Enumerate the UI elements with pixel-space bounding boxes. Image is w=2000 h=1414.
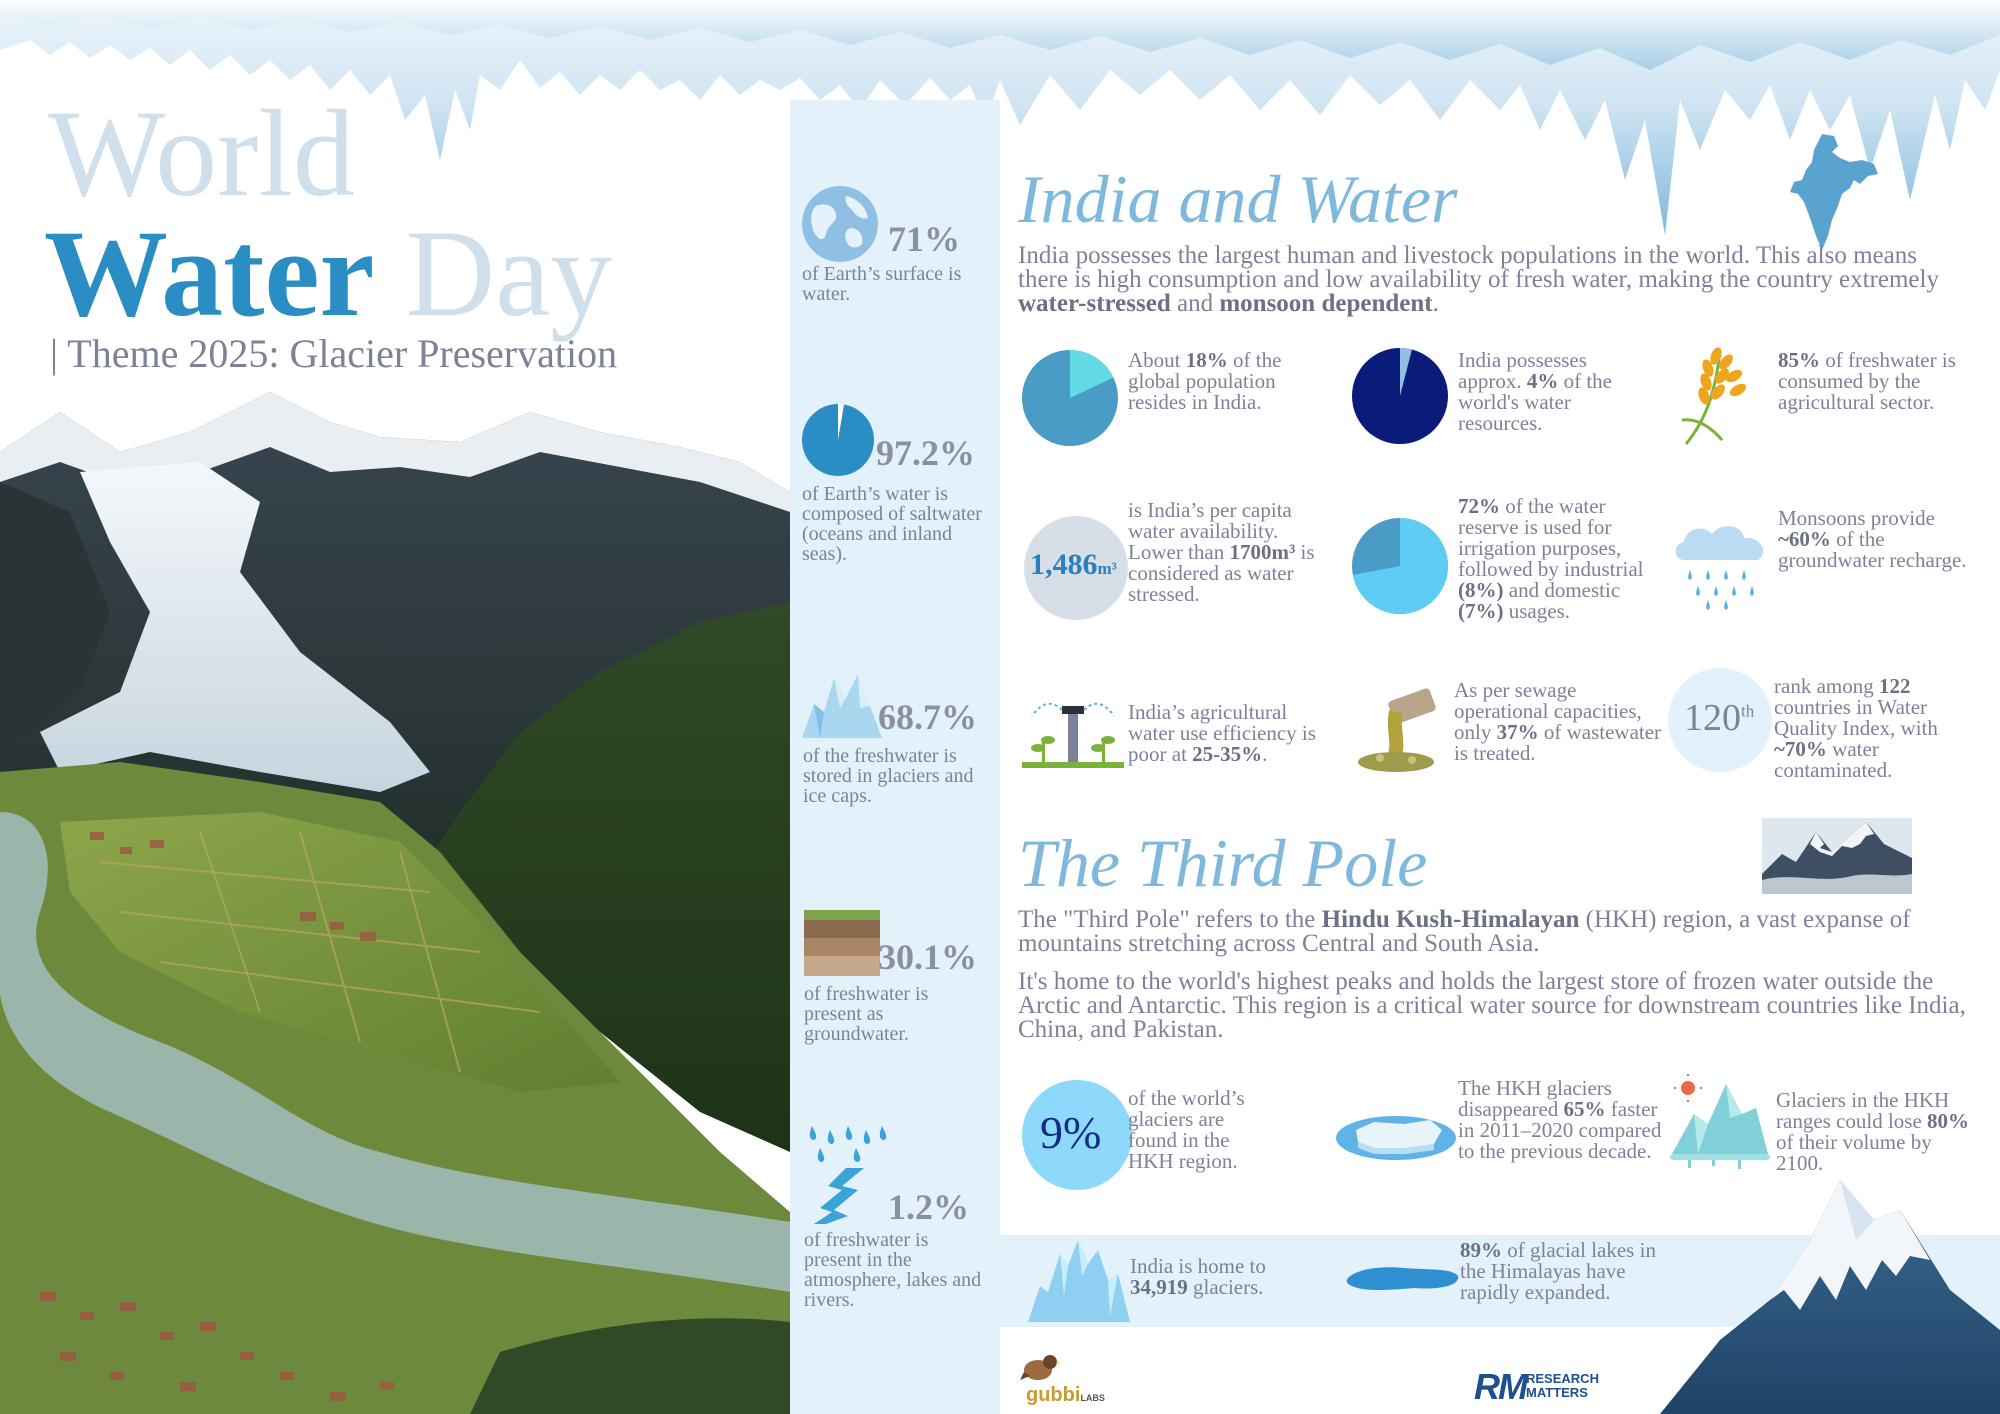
india-map-icon: [1788, 132, 1880, 252]
fact-disappeared: The HKH glaciers disappeared 65% faster in 2011–2020 compared to the previous decade.: [1458, 1076, 1662, 1163]
fact-irrigation: 72% of the water reserve is used for irrigation purposes, followed by industrial (8%) and domestic (7%) usages.: [1458, 494, 1644, 623]
stat-71-text: of Earth’s surface is water.: [802, 263, 962, 305]
title-water-day: [44, 205, 613, 342]
india-heading: India and Water: [1018, 161, 1458, 237]
theme-subtitle: | Theme 2025: Glacier Preservation: [50, 331, 618, 376]
title-world: World: [48, 85, 355, 222]
globe-icon: [800, 184, 880, 264]
mountain-photo-icon: [1762, 818, 1912, 894]
rm-logo-mark: RM: [1474, 1366, 1526, 1407]
melting-ice-icon: [1334, 1104, 1458, 1164]
rain-river-icon: [806, 1124, 890, 1224]
sparrow-logo-icon: [1020, 1350, 1060, 1386]
stat-301: 30.1%: [878, 937, 977, 977]
stat-12-text: of freshwater is present in the atmosphere, lakes and rivers.: [804, 1229, 982, 1311]
stat-97: 97.2%: [876, 433, 975, 473]
third-pole-heading: The Third Pole: [1018, 825, 1428, 901]
gubbi-logo-text: gubbiLABS: [1026, 1384, 1105, 1406]
fact-glacier-count: India is home to 34,919 glaciers.: [1130, 1254, 1266, 1299]
stat-97-text: of Earth’s water is composed of saltwater (oceans and inland seas).: [802, 483, 982, 565]
irrigation-sprinkler-icon: [1022, 692, 1124, 772]
stat-687-text: of the freshwater is stored in glaciers and ice caps.: [803, 745, 974, 807]
stat-12: 1.2%: [888, 1187, 969, 1227]
fact-glaciers-share: of the world’s glaciers are found in the HKH region.: [1128, 1086, 1245, 1173]
glacier-valley-photo: [0, 392, 790, 1414]
fact-monsoon: Monsoons provide ~60% of the groundwater recharge.: [1778, 506, 1967, 572]
stat-71: 71%: [888, 219, 960, 259]
title-day-word: Day: [405, 205, 613, 342]
pie-icon: [800, 402, 876, 478]
fact-glacial-lakes: 89% of glacial lakes in the Himalayas have rapidly expanded.: [1460, 1238, 1656, 1304]
third-pole-p2: It's home to the world's highest peaks and holds the largest store of frozen water outside the Arctic and Antarctic. This region is a critical water source for downstream countries like India, China, and Pakistan.: [1018, 968, 1966, 1043]
glaciers-share-value: 9%: [1040, 1107, 1102, 1158]
resources-pie: [1350, 346, 1450, 446]
title-water-word: Water: [44, 205, 375, 342]
fact-per-capita: is India’s per capita water availability. Lower than 1700m³ is considered as water stressed.: [1128, 498, 1315, 606]
glacier-icon: [800, 668, 884, 740]
stat-301-text: of freshwater is present as groundwater.: [804, 983, 929, 1045]
wheat-icon: [1676, 340, 1756, 446]
fact-efficiency: India’s agricultural water use efficiency is poor at 25-35%.: [1128, 700, 1316, 766]
snow-mountain-illustration: [1660, 1180, 2000, 1414]
per-capita-value: 1,486m³: [1030, 548, 1117, 581]
melting-glacier-sun-icon: [1668, 1074, 1772, 1170]
ice-formation-icon: [1026, 1236, 1132, 1322]
fact-sewage: As per sewage operational capacities, only 37% of wastewater is treated.: [1454, 678, 1662, 765]
irrigation-pie: [1350, 516, 1450, 616]
rank-value: 120th: [1684, 697, 1755, 739]
stat-687: 68.7%: [878, 697, 977, 737]
india-intro: India possesses the largest human and livestock populations in the world. This also means there is high consumption and low availability of fresh water, making the country extremely water-stressed and monsoon dependent.: [1018, 242, 1939, 317]
fact-population: About 18% of the global population resides in India.: [1128, 348, 1282, 414]
third-pole-p1: The "Third Pole" refers to the Hindu Kush-Himalayan (HKH) region, a vast expanse of mountains stretching across Central and South Asia.: [1018, 906, 1911, 957]
fact-agriculture: 85% of freshwater is consumed by the agricultural sector.: [1778, 348, 1956, 414]
rm-logo-text: RESEARCH MATTERS: [1526, 1371, 1599, 1400]
fact-rank: rank among 122 countries in Water Quality Index, with ~70% water contaminated.: [1774, 674, 1938, 782]
soil-icon: [804, 910, 880, 976]
glacial-lake-icon: [1344, 1260, 1460, 1296]
fact-resources: India possesses approx. 4% of the world's water resources.: [1458, 348, 1612, 435]
population-pie: [1020, 348, 1120, 448]
fact-volume: Glaciers in the HKH ranges could lose 80% of their volume by 2100.: [1776, 1088, 1970, 1175]
rain-cloud-icon: [1670, 520, 1774, 610]
sewage-pipe-icon: [1356, 688, 1450, 774]
